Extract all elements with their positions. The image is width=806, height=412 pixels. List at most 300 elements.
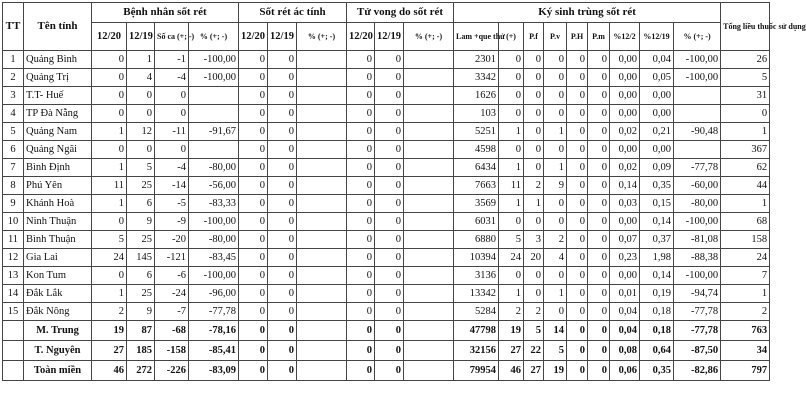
rate-2020: 0,00 [610,105,640,123]
patients-2019: 0 [127,87,155,105]
patients-2019: 0 [127,105,155,123]
total-drugs: 31 [721,87,770,105]
rate-pct [674,87,721,105]
slides-tested: 79954 [454,361,499,381]
deaths-2020: 0 [347,159,375,177]
positive: 19 [499,321,524,341]
pm-count: 0 [588,213,610,231]
pf-count: 2 [524,303,544,321]
patients-2020: 11 [92,177,127,195]
table-row [3,231,770,249]
table-row [3,177,770,195]
province-name: Khánh Hoà [24,195,92,213]
table-row [3,87,770,105]
patients-diff: -68 [155,321,189,341]
patients-2020: 2 [92,303,127,321]
severe-2019: 0 [268,69,297,87]
severe-2019: 0 [268,141,297,159]
patients-pct: -96,00 [189,285,239,303]
total-row [3,321,770,341]
patients-2019: 9 [127,303,155,321]
patients-2019: 25 [127,177,155,195]
rate-2019: 0,21 [640,123,674,141]
rate-pct: -80,00 [674,195,721,213]
rate-pct: -60,00 [674,177,721,195]
patients-2019: 145 [127,249,155,267]
row-index [3,361,24,381]
rate-pct: -77,78 [674,321,721,341]
severe-pct [297,361,347,381]
patients-2019: 12 [127,123,155,141]
patients-2020: 0 [92,267,127,285]
deaths-2019: 0 [375,321,404,341]
subheader-pm: P.m [588,23,610,51]
rate-2020: 0,08 [610,341,640,361]
patients-2020: 0 [92,213,127,231]
pf-count: 0 [524,123,544,141]
patients-pct: -100,00 [189,267,239,285]
severe-pct [297,195,347,213]
ph-count: 0 [567,69,588,87]
pv-count: 0 [544,303,567,321]
rate-2019: 0,00 [640,141,674,159]
slides-tested: 3136 [454,267,499,285]
severe-2020: 0 [239,267,268,285]
pv-count: 19 [544,361,567,381]
severe-2020: 0 [239,141,268,159]
rate-2019: 0,14 [640,267,674,285]
severe-pct [297,159,347,177]
pv-count: 0 [544,69,567,87]
total-drugs: 1 [721,195,770,213]
rate-2020: 0,06 [610,361,640,381]
deaths-2020: 0 [347,321,375,341]
rate-2019: 1,98 [640,249,674,267]
total-drugs: 24 [721,249,770,267]
row-index: 9 [3,195,24,213]
patients-diff: 0 [155,87,189,105]
slides-tested: 103 [454,105,499,123]
positive: 1 [499,285,524,303]
severe-pct [297,213,347,231]
pv-count: 14 [544,321,567,341]
ph-count: 0 [567,341,588,361]
rate-pct: -94,74 [674,285,721,303]
ph-count: 0 [567,321,588,341]
rate-2020: 0,04 [610,321,640,341]
patients-pct: -91,67 [189,123,239,141]
province-name: T. Nguyên [24,341,92,361]
row-index: 12 [3,249,24,267]
pf-count: 0 [524,141,544,159]
deaths-pct [404,361,454,381]
total-row [3,361,770,381]
rate-pct [674,105,721,123]
slides-tested: 32156 [454,341,499,361]
subheader-pv: P.v [544,23,567,51]
total-drugs: 44 [721,177,770,195]
severe-2019: 0 [268,105,297,123]
row-index: 1 [3,51,24,69]
row-index: 10 [3,213,24,231]
row-index [3,321,24,341]
pf-count: 1 [524,195,544,213]
patients-pct: -56,00 [189,177,239,195]
patients-pct: -83,09 [189,361,239,381]
patients-pct: -85,41 [189,341,239,361]
ph-count: 0 [567,87,588,105]
deaths-2020: 0 [347,177,375,195]
deaths-2019: 0 [375,267,404,285]
table-row [3,141,770,159]
patients-2020: 0 [92,141,127,159]
malaria-report-table [2,2,806,381]
deaths-2019: 0 [375,51,404,69]
deaths-pct [404,177,454,195]
patients-pct: -100,00 [189,69,239,87]
pv-count: 0 [544,267,567,285]
ph-count: 0 [567,213,588,231]
pm-count: 0 [588,341,610,361]
total-drugs: 1 [721,285,770,303]
rate-2019: 0,35 [640,361,674,381]
deaths-2020: 0 [347,249,375,267]
rate-2019: 0,09 [640,159,674,177]
province-name: Bình Định [24,159,92,177]
pv-count: 0 [544,51,567,69]
province-name: Quảng Trị [24,69,92,87]
table-row [3,51,770,69]
severe-2020: 0 [239,303,268,321]
severe-2020: 0 [239,361,268,381]
header-tt: TT [3,3,24,51]
total-drugs: 367 [721,141,770,159]
deaths-2020: 0 [347,141,375,159]
pv-count: 9 [544,177,567,195]
slides-tested: 3342 [454,69,499,87]
deaths-2019: 0 [375,141,404,159]
positive: 1 [499,195,524,213]
slides-tested: 5251 [454,123,499,141]
rate-2020: 0,02 [610,123,640,141]
deaths-2019: 0 [375,159,404,177]
subheader-deaths-pct: % (+; -) [404,23,454,51]
total-drugs: 26 [721,51,770,69]
subheader-deaths-2019: 12/19 [375,23,404,51]
severe-2020: 0 [239,51,268,69]
severe-2019: 0 [268,177,297,195]
pm-count: 0 [588,303,610,321]
patients-pct: -80,00 [189,159,239,177]
slides-tested: 13342 [454,285,499,303]
patients-2019: 6 [127,267,155,285]
patients-2019: 25 [127,231,155,249]
rate-2019: 0,18 [640,321,674,341]
pf-count: 0 [524,87,544,105]
pv-count: 2 [544,231,567,249]
subheader-rate-2020: %12/2 [610,23,640,51]
severe-2020: 0 [239,69,268,87]
row-index: 15 [3,303,24,321]
patients-2020: 0 [92,51,127,69]
province-name: Đắk Nông [24,303,92,321]
rate-2020: 0,00 [610,87,640,105]
severe-2019: 0 [268,361,297,381]
deaths-2020: 0 [347,361,375,381]
patients-2020: 1 [92,195,127,213]
patients-pct: -78,16 [189,321,239,341]
ph-count: 0 [567,141,588,159]
total-drugs: 7 [721,267,770,285]
province-name: Đắk Lắk [24,285,92,303]
patients-pct: -80,00 [189,231,239,249]
province-name: Quảng Ngãi [24,141,92,159]
patients-2020: 1 [92,285,127,303]
subheader-deaths-2020: 12/20 [347,23,375,51]
severe-2020: 0 [239,105,268,123]
positive: 0 [499,51,524,69]
severe-2019: 0 [268,51,297,69]
deaths-2019: 0 [375,213,404,231]
row-index: 2 [3,69,24,87]
severe-2019: 0 [268,303,297,321]
rate-pct: -77,78 [674,303,721,321]
slides-tested: 5284 [454,303,499,321]
severe-2019: 0 [268,341,297,361]
patients-2019: 1 [127,51,155,69]
positive: 0 [499,105,524,123]
severe-2020: 0 [239,87,268,105]
pf-count: 22 [524,341,544,361]
table-row [3,213,770,231]
rate-pct: -100,00 [674,267,721,285]
header-patients: Bệnh nhân sốt rét [92,3,239,23]
subheader-patients-pct: % (+; -) [189,23,239,51]
positive: 0 [499,69,524,87]
province-name: Toàn miền [24,361,92,381]
severe-pct [297,177,347,195]
rate-2020: 0,07 [610,231,640,249]
rate-2020: 0,14 [610,177,640,195]
severe-2020: 0 [239,321,268,341]
subheader-rate-2019: %12/19 [640,23,674,51]
pv-count: 0 [544,213,567,231]
total-drugs: 0 [721,105,770,123]
patients-diff: -1 [155,51,189,69]
row-index: 4 [3,105,24,123]
table-row [3,303,770,321]
severe-2019: 0 [268,285,297,303]
patients-pct: -83,33 [189,195,239,213]
deaths-2019: 0 [375,303,404,321]
patients-pct [189,87,239,105]
patients-diff: -9 [155,213,189,231]
severe-2019: 0 [268,195,297,213]
patients-diff: -11 [155,123,189,141]
pv-count: 5 [544,341,567,361]
patients-diff: 0 [155,105,189,123]
positive: 27 [499,341,524,361]
pf-count: 0 [524,105,544,123]
patients-pct: -100,00 [189,213,239,231]
patients-2020: 1 [92,123,127,141]
header-deaths: Tử vong do sốt rét [347,3,454,23]
deaths-2019: 0 [375,361,404,381]
pf-count: 0 [524,69,544,87]
deaths-pct [404,195,454,213]
patients-diff: 0 [155,141,189,159]
row-index: 11 [3,231,24,249]
severe-2020: 0 [239,231,268,249]
row-index: 8 [3,177,24,195]
rate-pct: -88,38 [674,249,721,267]
total-drugs: 5 [721,69,770,87]
subheader-severe-2019: 12/19 [268,23,297,51]
deaths-pct [404,213,454,231]
patients-diff: -24 [155,285,189,303]
pm-count: 0 [588,249,610,267]
severe-2019: 0 [268,267,297,285]
subheader-ph: P.H [567,23,588,51]
positive: 11 [499,177,524,195]
total-row [3,341,770,361]
severe-2019: 0 [268,231,297,249]
pf-count: 0 [524,51,544,69]
slides-tested: 2301 [454,51,499,69]
table-row [3,249,770,267]
severe-2020: 0 [239,159,268,177]
pf-count: 0 [524,213,544,231]
pv-count: 1 [544,285,567,303]
deaths-pct [404,231,454,249]
ph-count: 0 [567,105,588,123]
slides-tested: 6031 [454,213,499,231]
severe-pct [297,321,347,341]
positive: 24 [499,249,524,267]
rate-2019: 0,15 [640,195,674,213]
patients-2020: 0 [92,69,127,87]
table-row [3,285,770,303]
pm-count: 0 [588,141,610,159]
rate-pct: -81,08 [674,231,721,249]
ph-count: 0 [567,159,588,177]
subheader-patients-2019: 12/19 [127,23,155,51]
patients-diff: -4 [155,69,189,87]
deaths-2020: 0 [347,87,375,105]
total-drugs: 62 [721,159,770,177]
deaths-2020: 0 [347,341,375,361]
rate-2019: 0,18 [640,303,674,321]
ph-count: 0 [567,231,588,249]
positive: 46 [499,361,524,381]
deaths-2019: 0 [375,249,404,267]
pv-count: 1 [544,159,567,177]
ph-count: 0 [567,177,588,195]
severe-2020: 0 [239,285,268,303]
deaths-pct [404,69,454,87]
rate-2020: 0,23 [610,249,640,267]
total-drugs: 2 [721,303,770,321]
deaths-pct [404,87,454,105]
positive: 5 [499,231,524,249]
deaths-2020: 0 [347,105,375,123]
rate-2019: 0,04 [640,51,674,69]
positive: 1 [499,159,524,177]
severe-2019: 0 [268,249,297,267]
positive: 0 [499,141,524,159]
ph-count: 0 [567,195,588,213]
subheader-patients-2020: 12/20 [92,23,127,51]
subheader-slides: Lam +que thử [454,23,499,51]
severe-pct [297,231,347,249]
patients-diff: -20 [155,231,189,249]
deaths-2020: 0 [347,69,375,87]
province-name: Gia Lai [24,249,92,267]
severe-2019: 0 [268,123,297,141]
deaths-pct [404,141,454,159]
pf-count: 20 [524,249,544,267]
severe-2020: 0 [239,177,268,195]
patients-2020: 24 [92,249,127,267]
header-parasites: Ký sinh trùng sốt rét [454,3,721,23]
severe-pct [297,341,347,361]
pv-count: 0 [544,195,567,213]
patients-2019: 87 [127,321,155,341]
patients-2019: 9 [127,213,155,231]
deaths-2019: 0 [375,177,404,195]
slides-tested: 6880 [454,231,499,249]
rate-2019: 0,00 [640,105,674,123]
slides-tested: 6434 [454,159,499,177]
deaths-2020: 0 [347,267,375,285]
pm-count: 0 [588,321,610,341]
deaths-2020: 0 [347,213,375,231]
header-total-drugs: Tổng liều thuốc sử dụng [721,3,770,51]
deaths-2020: 0 [347,303,375,321]
severe-pct [297,303,347,321]
pm-count: 0 [588,231,610,249]
severe-pct [297,267,347,285]
rate-pct: -82,86 [674,361,721,381]
row-index [3,341,24,361]
subheader-severe-2020: 12/20 [239,23,268,51]
ph-count: 0 [567,303,588,321]
pm-count: 0 [588,195,610,213]
patients-2019: 5 [127,159,155,177]
deaths-2019: 0 [375,105,404,123]
patients-pct: -77,78 [189,303,239,321]
row-index: 3 [3,87,24,105]
rate-pct: -77,78 [674,159,721,177]
pv-count: 1 [544,123,567,141]
province-name: TP Đà Nẵng [24,105,92,123]
rate-2019: 0,37 [640,231,674,249]
positive: 0 [499,213,524,231]
pm-count: 0 [588,123,610,141]
severe-pct [297,105,347,123]
patients-diff: -121 [155,249,189,267]
province-name: Kon Tum [24,267,92,285]
table-row [3,69,770,87]
patients-2019: 4 [127,69,155,87]
rate-2020: 0,03 [610,195,640,213]
pm-count: 0 [588,87,610,105]
pv-count: 0 [544,87,567,105]
subheader-pf: P.f [524,23,544,51]
patients-pct [189,141,239,159]
deaths-2019: 0 [375,69,404,87]
patients-diff: -7 [155,303,189,321]
